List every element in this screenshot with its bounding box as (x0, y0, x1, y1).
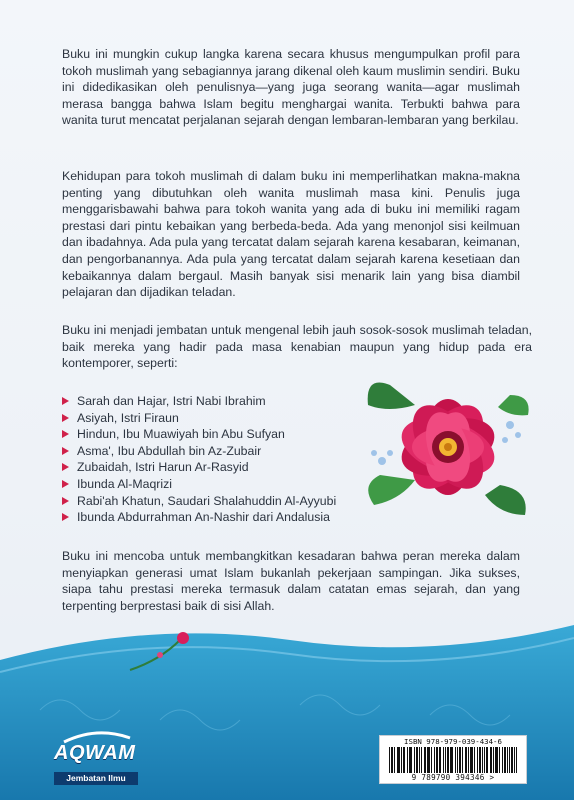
arrow-bullet-icon (62, 513, 69, 521)
barcode-bar (459, 747, 460, 773)
barcode-bar (496, 747, 497, 773)
barcode-bars (389, 747, 517, 773)
barcode-bar (479, 747, 480, 773)
barcode-bar (471, 747, 472, 773)
list-item: Ibunda Al-Maqrizi (62, 476, 336, 493)
list-item: Asma', Ibu Abdullah bin Az-Zubair (62, 443, 336, 460)
barcode-bar (431, 747, 432, 773)
barcode-bar (439, 747, 440, 773)
barcode-bar (484, 747, 485, 773)
barcode-bar (493, 747, 494, 773)
barcode-bar (424, 747, 425, 773)
barcode-bar (404, 747, 405, 773)
barcode-bar (417, 747, 418, 773)
barcode-bar (468, 747, 469, 773)
barcode-bar (401, 747, 402, 773)
barcode-bar (472, 747, 473, 773)
barcode-bar (403, 747, 404, 773)
barcode-bar (394, 747, 395, 773)
barcode-bar (416, 747, 417, 773)
barcode-bar (397, 747, 398, 773)
barcode-bar (399, 747, 400, 773)
barcode-bar (497, 747, 498, 773)
barcode-bar (516, 747, 517, 773)
barcode-bar (465, 747, 466, 773)
barcode-bar (450, 747, 451, 773)
barcode (379, 735, 527, 784)
barcode-bar (486, 747, 487, 773)
list-item: Rabi'ah Khatun, Saudari Shalahuddin Al-Ayyubi (62, 493, 336, 510)
barcode-bar (455, 747, 456, 773)
list-item: Zubaidah, Istri Harun Ar-Rasyid (62, 459, 336, 476)
arrow-bullet-icon (62, 397, 69, 405)
barcode-number: 9 789790 394346 > (411, 773, 495, 782)
barcode-bar (466, 747, 467, 773)
barcode-bar (419, 747, 420, 773)
barcode-bar (389, 747, 390, 773)
publisher-name: AQWAM (54, 742, 136, 764)
barcode-bar (452, 747, 453, 773)
arrow-bullet-icon (62, 414, 69, 422)
barcode-bar (491, 747, 492, 773)
figures-list (62, 393, 336, 526)
barcode-bar (440, 747, 441, 773)
barcode-bar (410, 747, 411, 773)
barcode-bar (448, 747, 449, 773)
arrow-bullet-icon (62, 447, 69, 455)
barcode-bar (451, 747, 452, 773)
barcode-bar (392, 747, 393, 773)
barcode-bar (512, 747, 513, 773)
barcode-bar (511, 747, 512, 773)
barcode-bar (445, 747, 446, 773)
barcode-bar (507, 747, 508, 773)
barcode-bar (429, 747, 430, 773)
barcode-bar (457, 747, 458, 773)
arrow-bullet-icon (62, 480, 69, 488)
publisher-tagline: Jembatan Ilmu (54, 772, 138, 785)
barcode-bar (462, 747, 463, 773)
blurb-paragraph-2: Kehidupan para tokoh muslimah di dalam buku ini memperlihatkan makna-makna penting yang dibutuhkan oleh wanita muslimah masa kini. Penulis juga menggarisbawahi bahwa para tokoh wanita yang ada di buku ini memiliki ragam prestasi dari pintu kebaikan yang berbeda-beda. Ada yang menonjol sisi keilmuan dan ibadahnya. Ada pula yang tercatat dalam sejarah karena kesabaran, keimanan, dan pengorbanannya. Ada pula yang tercatat dalam sejarah karena kesetiaan dan kebaikannya dalam bergaul. Masih banyak sisi menarik lain yang bisa diambil pelajaran dan dijadikan teladan. (62, 169, 520, 300)
barcode-bar (437, 747, 438, 773)
isbn-label: ISBN 978-979-039-434-6 (404, 737, 502, 746)
barcode-bar (490, 747, 491, 773)
barcode-bar (447, 747, 448, 773)
list-item: Ibunda Abdurrahman An-Nashir dari Andalusia (62, 509, 336, 526)
blurb-paragraph-4: Buku ini mencoba untuk membangkitkan kesadaran bahwa peran mereka dalam menyiapkan generasi umat Islam bukanlah pekerjaan sampingan. Jika sukses, siapa tahu prestasi mereka termasuk dalam catatan emas sejarah, dan yang terpenting berprestasi baik di sisi Allah. (62, 549, 520, 613)
arrow-bullet-icon (62, 497, 69, 505)
barcode-bar (411, 747, 412, 773)
list-item: Hindun, Ibu Muawiyah bin Abu Sufyan (62, 426, 336, 443)
arrow-bullet-icon (62, 430, 69, 438)
barcode-bar (436, 747, 437, 773)
barcode-bar (409, 747, 410, 773)
barcode-bar (487, 747, 488, 773)
barcode-bar (505, 747, 506, 773)
barcode-bar (425, 747, 426, 773)
barcode-bar (477, 747, 478, 773)
arrow-bullet-icon (62, 463, 69, 471)
barcode-bar (427, 747, 428, 773)
barcode-bar (474, 747, 475, 773)
barcode-bar (407, 747, 408, 773)
barcode-bar (470, 747, 471, 773)
barcode-bar (495, 747, 496, 773)
list-item: Asiyah, Istri Firaun (62, 410, 336, 427)
barcode-bar (421, 747, 422, 773)
barcode-bar (514, 747, 515, 773)
barcode-bar (480, 747, 481, 773)
barcode-bar (482, 747, 483, 773)
barcode-bar (414, 747, 415, 773)
blurb-paragraph-3: Buku ini menjadi jembatan untuk mengenal lebih jauh sosok-sosok muslimah teladan, baik mereka yang hadir pada masa kenabian maupun yang hidup pada era kontemporer, seperti: (62, 323, 532, 371)
pink-flower-illustration (360, 365, 540, 535)
barcode-bar (391, 747, 392, 773)
barcode-bar (460, 747, 461, 773)
barcode-bar (428, 747, 429, 773)
blurb-paragraph-1: Buku ini mungkin cukup langka karena secara khusus mengumpulkan profil para tokoh muslimah yang sebagiannya jarang dikenal oleh kaum muslimin sendiri. Buku ini didedikasikan oleh penulisnya—yang juga seorang wanita—agar muslimah merasa bangga bahwa Islam begitu menghargai wanita. Terbukti bahwa para wanita turut mencatat perjalanan sejarah dengan lembaran-lembaran yang berkilau. (62, 47, 520, 128)
barcode-bar (504, 747, 505, 773)
barcode-bar (509, 747, 510, 773)
barcode-bar (434, 747, 435, 773)
barcode-bar (443, 747, 444, 773)
list-item: Sarah dan Hajar, Istri Nabi Ibrahim (62, 393, 336, 410)
barcode-bar (398, 747, 399, 773)
barcode-bar (502, 747, 503, 773)
barcode-bar (499, 747, 500, 773)
